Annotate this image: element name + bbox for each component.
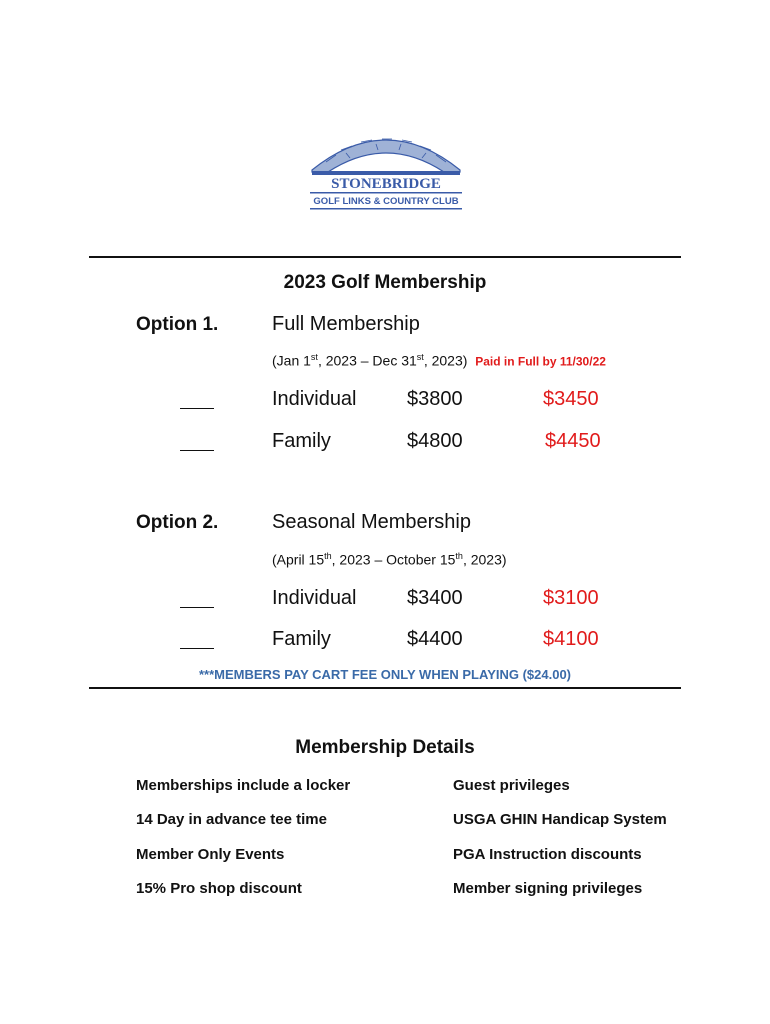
detail-item: Member signing privileges — [453, 880, 643, 897]
option-1-name: Full Membership — [272, 313, 420, 335]
option-2-family-label: Family — [272, 628, 331, 650]
cart-fee-note: ***MEMBERS PAY CART FEE ONLY WHEN PLAYING ($24.00) — [198, 667, 572, 682]
detail-item: Member Only Events — [136, 846, 285, 863]
option-2-name: Seasonal Membership — [272, 511, 471, 533]
option-1-individual-price: $3800 — [407, 388, 463, 410]
option-2-family-price: $4400 — [407, 628, 463, 650]
option-1-dates: (Jan 1st, 2023 – Dec 31st, 2023) Paid in Full by 11/30/22 — [272, 352, 606, 369]
logo-subtitle: GOLF LINKS & COUNTRY CLUB — [313, 196, 459, 207]
option-2-dates: (April 15th, 2023 – October 15th, 2023) — [272, 551, 507, 568]
option-2-family-checkbox-line[interactable] — [180, 648, 214, 649]
page-title: 2023 Golf Membership — [283, 272, 487, 293]
bottom-divider — [89, 687, 681, 689]
option-1-individual-sale-price: $3450 — [543, 388, 599, 410]
option-1-family-price: $4800 — [407, 430, 463, 452]
option-2-individual-label: Individual — [272, 587, 357, 609]
option-2-family-sale-price: $4100 — [543, 628, 599, 650]
detail-item: PGA Instruction discounts — [453, 846, 642, 863]
option-1-label: Option 1. — [136, 314, 219, 335]
option-1-family-sale-price: $4450 — [545, 430, 601, 452]
logo-name: STONEBRIDGE — [331, 176, 441, 192]
details-title: Membership Details — [295, 737, 475, 758]
option-1-family-checkbox-line[interactable] — [180, 450, 214, 451]
option-2-label: Option 2. — [136, 512, 219, 533]
club-logo — [306, 122, 466, 217]
option-1-individual-checkbox-line[interactable] — [180, 408, 214, 409]
paid-in-full-note: Paid in Full by 11/30/22 — [475, 354, 606, 369]
detail-item: 14 Day in advance tee time — [136, 811, 327, 828]
option-1-family-label: Family — [272, 430, 331, 452]
detail-item: Guest privileges — [453, 777, 570, 794]
detail-item: USGA GHIN Handicap System — [453, 811, 667, 828]
option-2-individual-sale-price: $3100 — [543, 587, 599, 609]
option-2-individual-checkbox-line[interactable] — [180, 607, 214, 608]
stone-bridge-logo-graphic — [306, 122, 466, 217]
option-2-individual-price: $3400 — [407, 587, 463, 609]
detail-item: Memberships include a locker — [136, 777, 351, 794]
top-divider — [89, 256, 681, 258]
detail-item: 15% Pro shop discount — [136, 880, 302, 897]
option-1-individual-label: Individual — [272, 388, 357, 410]
